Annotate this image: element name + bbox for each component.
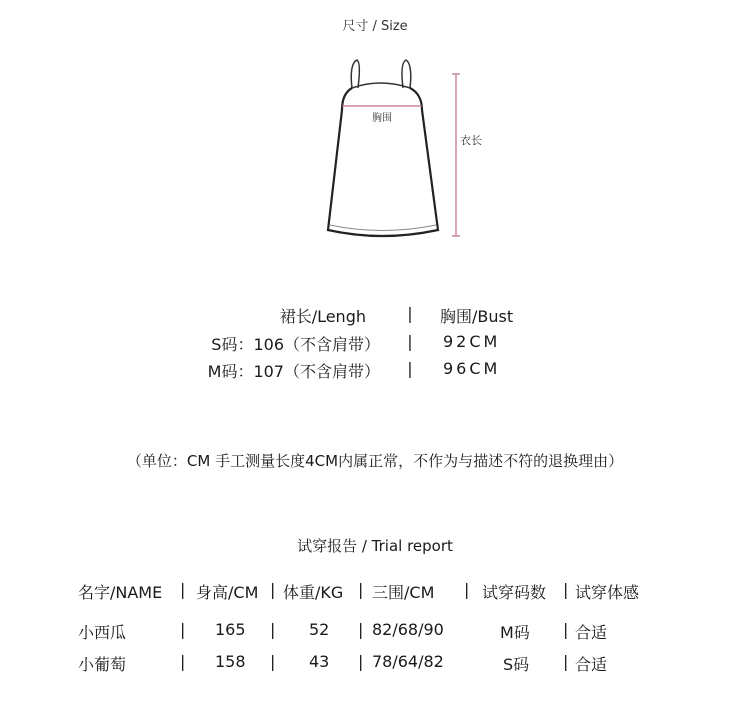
trial-weight: 43 <box>309 652 330 671</box>
trial-fit: 合适 <box>575 655 608 674</box>
name-header: 名字/NAME <box>78 583 163 602</box>
separator: | <box>407 332 413 351</box>
trial-report-title: 试穿报告 / Trial report <box>297 537 453 555</box>
measurement-note: （单位：CM 手工测量长度4CM内属正常，不作为与描述不符的退换理由） <box>126 452 624 470</box>
dress-outline-icon <box>300 50 500 250</box>
height-header: 身高/CM <box>196 583 259 602</box>
bust-header: 胸围/Bust <box>440 307 514 326</box>
separator: | <box>270 652 276 671</box>
trial-weight: 52 <box>309 620 330 639</box>
separator: | <box>180 620 186 639</box>
trial-name: 小葡萄 <box>78 655 127 674</box>
weight-header: 体重/KG <box>283 583 344 602</box>
bust-value: 96CM <box>443 359 501 378</box>
length-value: S码：106（不含肩带） <box>211 335 380 354</box>
length-value: M码：107（不含肩带） <box>207 362 380 381</box>
measurements-header: 三围/CM <box>372 583 435 602</box>
fit-header: 试穿体感 <box>575 583 640 602</box>
separator: | <box>358 580 364 599</box>
size-title: 尺寸 / Size <box>342 19 408 34</box>
separator: | <box>180 652 186 671</box>
trial-height: 165 <box>215 620 246 639</box>
trial-measurements: 82/68/90 <box>372 620 444 639</box>
separator: | <box>563 652 569 671</box>
separator: | <box>358 652 364 671</box>
trial-size: M码 <box>500 623 530 642</box>
separator: | <box>358 620 364 639</box>
trial-height: 158 <box>215 652 246 671</box>
dress-diagram <box>300 50 500 250</box>
separator: | <box>407 359 413 378</box>
separator: | <box>407 304 413 323</box>
trial-measurements: 78/64/82 <box>372 652 444 671</box>
separator: | <box>563 580 569 599</box>
trial-fit: 合适 <box>575 623 608 642</box>
size-tried-header: 试穿码数 <box>482 583 547 602</box>
length-header: 裙长/Lengh <box>279 307 366 326</box>
trial-name: 小西瓜 <box>78 623 127 642</box>
separator: | <box>270 620 276 639</box>
bust-label: 胸围 <box>372 113 392 124</box>
length-label: 衣长 <box>460 134 482 147</box>
separator: | <box>464 580 470 599</box>
bust-value: 92CM <box>443 332 501 351</box>
separator: | <box>180 580 186 599</box>
separator: | <box>563 620 569 639</box>
trial-size: S码 <box>503 655 530 674</box>
separator: | <box>270 580 276 599</box>
